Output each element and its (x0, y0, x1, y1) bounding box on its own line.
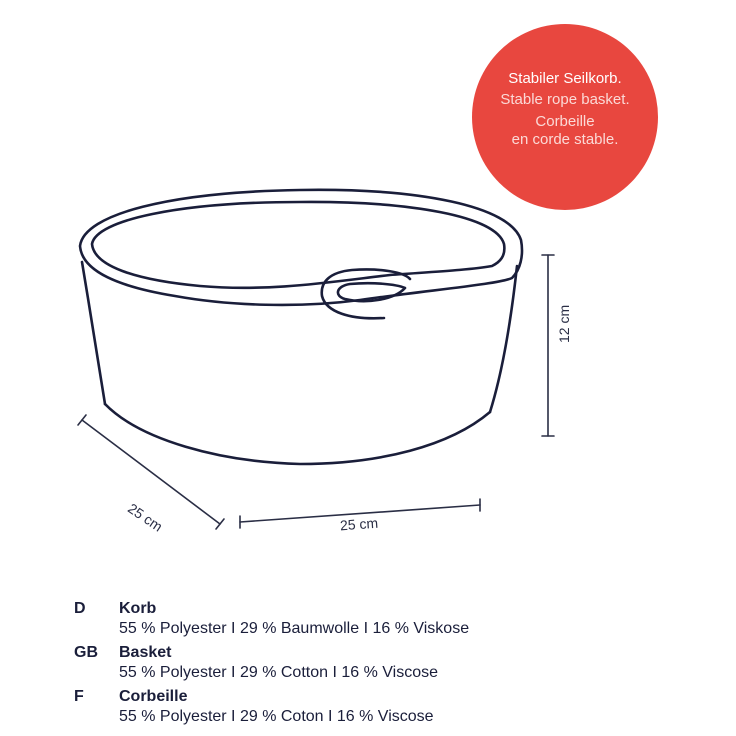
material-composition: 55 % Polyester I 29 % Coton I 16 % Viscose (119, 708, 434, 725)
language-code: D (74, 600, 86, 617)
badge-line-french-1: Corbeille (535, 112, 595, 130)
material-composition: 55 % Polyester I 29 % Baumwolle I 16 % Viskose (119, 620, 470, 637)
height-label: 12 cm (556, 304, 572, 343)
material-name: Korb (119, 600, 157, 617)
language-code: F (74, 688, 84, 705)
width-label: 25 cm (339, 514, 379, 534)
depth-label: 25 cm (125, 500, 166, 535)
basket-bottom (105, 404, 490, 464)
badge-line-english: Stable rope basket. (500, 90, 630, 108)
material-row-de (74, 599, 694, 639)
material-row-gb (74, 643, 694, 683)
language-code: GB (74, 644, 98, 661)
material-row-fr (74, 687, 694, 727)
material-name: Basket (119, 644, 172, 661)
material-list (74, 599, 694, 731)
material-composition: 55 % Polyester I 29 % Cotton I 16 % Viscose (119, 664, 438, 681)
basket-inner-rim (92, 202, 504, 288)
material-name: Corbeille (119, 688, 188, 705)
depth-dimension-line (82, 420, 220, 524)
basket-left-side (82, 262, 105, 404)
basket-right-side (490, 266, 517, 412)
basket-outer-rim (80, 190, 522, 305)
badge-line-german: Stabiler Seilkorb. (508, 69, 622, 87)
badge-line-french-2: en corde stable. (511, 130, 619, 148)
